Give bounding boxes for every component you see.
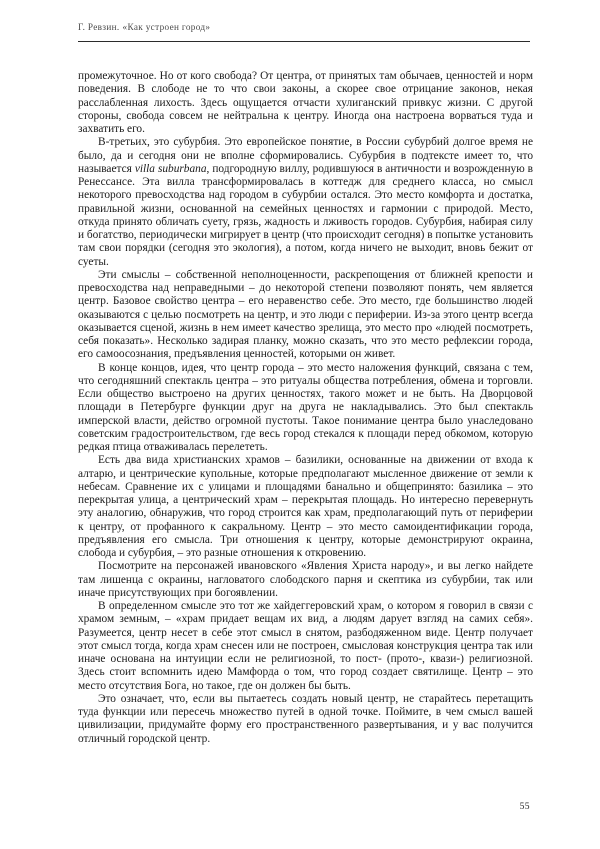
paragraph-smysly: Эти смыслы – собственной неполноценности, раскрепощения от ближней крепости и превосходства над неправедными – до некоторой степени позволяют понять, чем является центр. Базовое свойство центра – его неравенство себе. Это место, где большинство людей оказываются с целью посмотреть на центр, и это люди с периферии. Из-за этого центр всегда оказывается сценой, жизнь в нем имеет качество зрелища, это место про «людей посмотреть, себя показать». Несколько задирая планку, можно сказать, что это место рефлексии города, его самоосознания, предъявления ценностей, которыми он живет. xyxy=(78,268,533,361)
paragraph-suburbia xyxy=(78,136,533,269)
paragraph-vyvod: Это означает, что, если вы пытаетесь создать новый центр, не старайтесь перетащить туда функции или пересечь множество путей в одной точке. Поймите, в чем смысл вашей цивилизации, придумайте форму его пространственного развертывания, и у вас получится отличный городской центр. xyxy=(78,692,533,745)
paragraph-hajdegger: В определенном смысле это тот же хайдеггеровский храм, о котором я говорил в связи с храмом земным, – «храм придает вещам их вид, а людям дарует взгляд на самих себя». Разумеется, центр несет в себе этот смысл в снятом, разбодяженном виде. Центр получает этот смысл тогда, когда храм снесен или не построен, смысловая конструкция центра так или иначе основана на интуиции если не религиозной, то пост- (прото-, квази-) религиозной. Здесь стоит вспомнить идею Мамфорда о том, что город создает святилище. Центр – это место отсутствия Бога, но такое, где он должен бы быть. xyxy=(78,600,533,692)
paragraph-ivanov: Посмотрите на персонажей ивановского «Явления Христа народу», и вы легко найдете там лишенца с окраины, нагловатого слободского парня и скептика из субурбии, так или иначе присутствующих при богоявлении. xyxy=(78,560,533,599)
page-number: 55 xyxy=(519,801,530,812)
paragraph-suburbia-part1: В-третьих, это субурбия. Это европейское понятие, в России субурбий долгое время не было, да и сегодня они не вполне сформировались. Субурбия в подтексте имеет то, что называется xyxy=(78,136,533,175)
paragraph-sloboda: промежуточное. Но от кого свобода? От центра, от принятых там обычаев, ценностей и норм поведения. В слободе не то что свои законы, а скорее свое отрицание законов, некая расслабленная лихость. Здесь ощущается отчасти хулиганский привкус жизни. С другой стороны, свобода совсем не нейтральна к центру. Иногда она настроена ворваться туда и захватить его. xyxy=(78,70,533,135)
paragraph-hramy: Есть два вида христианских храмов – базилики, основанные на движении от входа к алтарю, и центрические купольные, которые предполагают мысленное движение от земли к небесам. Сравнение их с улицами и площадями банально и общепринято: базилика – это перекрытая улица, а центрический храм – перекрытая площадь. Но интересно перевернуть эту аналогию, обнаружив, что город строится как храм, предполагающий путь от периферии к центру, от профанного к сакральному. Центр – это место самоидентификации города, предъявления его смысла. Три отношения к центру, которые демонстрируют окраина, слобода и субурбия, – это разные отношения к откровению. xyxy=(78,454,533,559)
latin-term-villa-suburbana: villa suburbana xyxy=(134,162,207,175)
running-header xyxy=(78,22,530,40)
header-rule xyxy=(78,41,530,42)
running-header-author: Г. Ревзин. xyxy=(78,22,120,32)
running-header-title: «Как устроен город» xyxy=(122,22,211,32)
paragraph-funktsii: В конце концов, идея, что центр города – это место наложения функций, связана с тем, что сегодняшний спектакль центра – это ритуалы общества потребления, обмена и торговли. Если общество выстроено на других ценностях, такого может и не быть. На Дворцовой площади в Петербурге функции друг на друга не накладывались. Это был спектакль имперской власти, действо огромной пустоты. Такое понимание центра было унаследовано советским градостроительством, где весь город стекался к площади перед обкомом, которую редкая птица отваживалась перелететь. xyxy=(78,361,533,453)
paragraph-suburbia-part2: , подгородную виллу, родившуюся в античности и возрожденную в Ренессансе. Эта вилла трансформировалась в коттедж для среднего класса, но смысл некоторого превосходства над городом в субурбии остался. Это место комфорта и достатка, правильной жизни, основанной на семейных ценностях и гармонии с природой. Место, откуда принято обличать суету, грязь, жадность и лживость городов. Субурбия, набирая силу и богатство, периодически мигрирует в центр (что происходит сегодня) в попытке установить там свои порядки (сегодня это экология), а потом, когда ничего не выходит, вновь бежит от суеты. xyxy=(78,162,533,268)
body-text-column xyxy=(78,70,533,770)
